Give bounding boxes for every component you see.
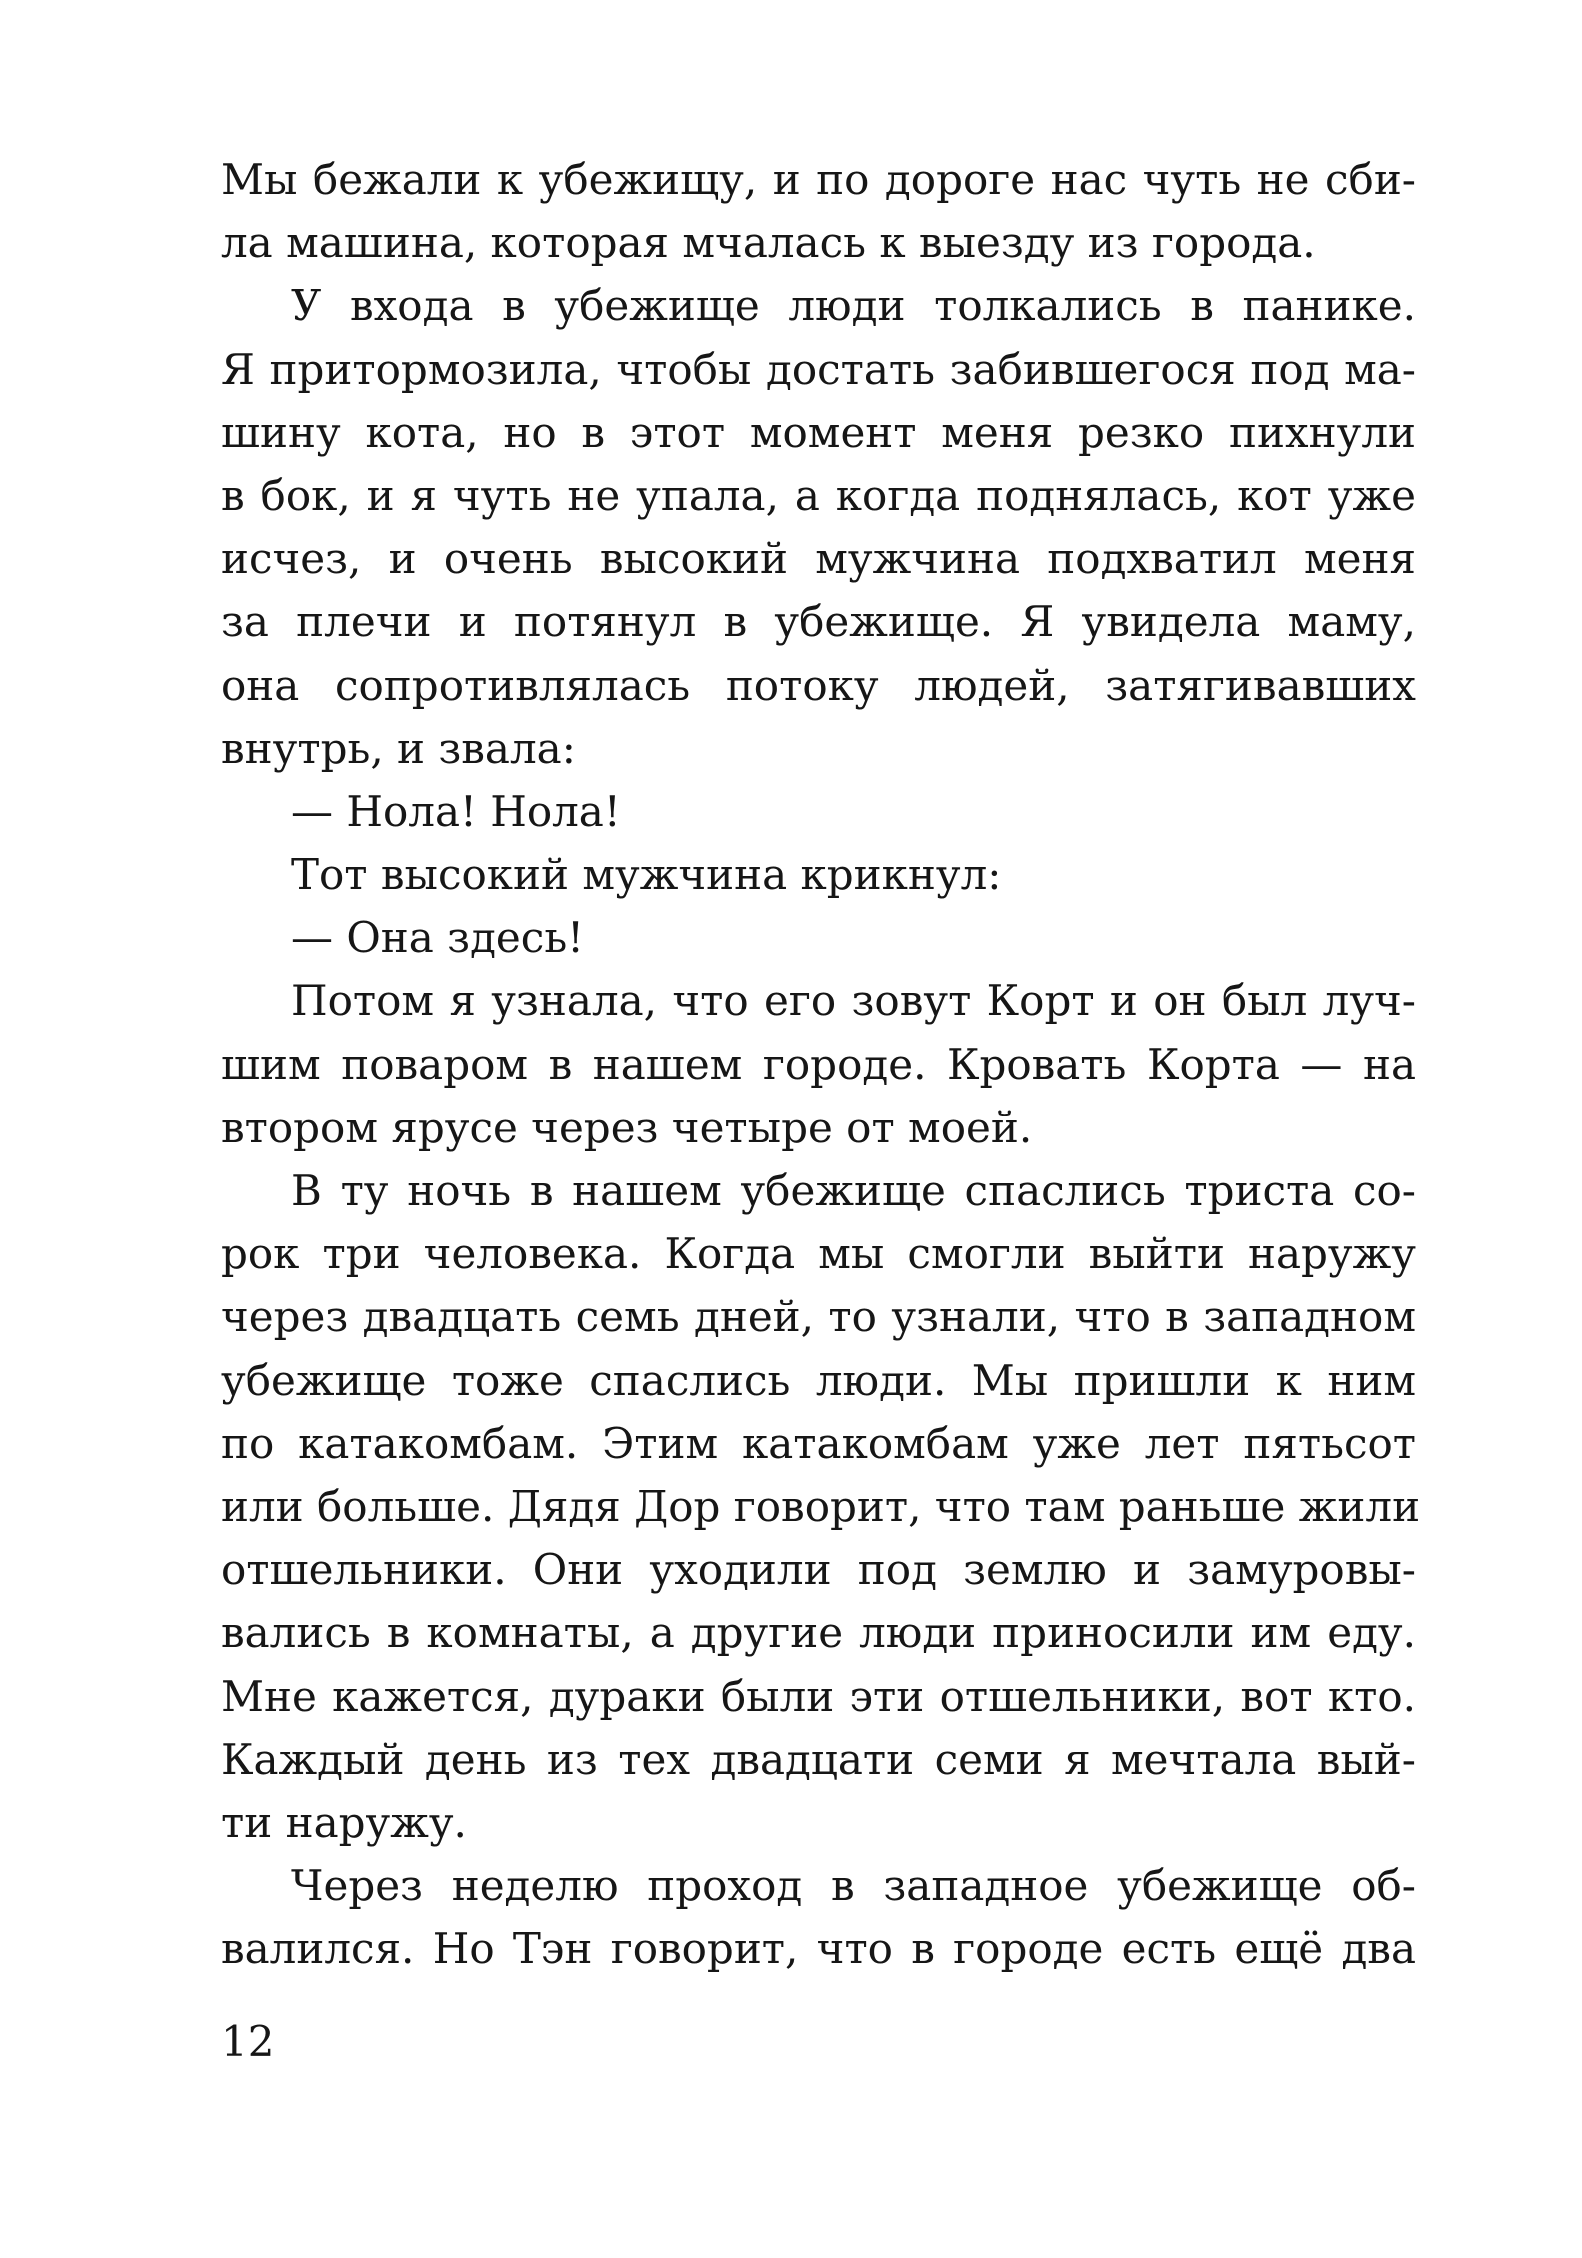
- page-number: 12: [221, 2017, 275, 2066]
- text-line: Потом я узнала, что его зовут Корт и он был луч-: [291, 976, 1416, 1026]
- text-line: в бок, и я чуть не упала, а когда поднялась, кот уже: [221, 470, 1416, 520]
- text-line: исчез, и очень высокий мужчина подхватил меня: [221, 534, 1416, 584]
- text-line: по катакомбам. Этим катакомбам уже лет пятьсот: [221, 1418, 1416, 1468]
- text-line: Я притормозила, чтобы достать забившегося под ма-: [221, 344, 1416, 394]
- text-line: через двадцать семь дней, то узнали, что в западном: [221, 1292, 1416, 1342]
- text-line: шину кота, но в этот момент меня резко пихнули: [221, 407, 1416, 457]
- text-line: убежище тоже спаслись люди. Мы пришли к ним: [221, 1355, 1416, 1405]
- text-line: ла машина, которая мчалась к выезду из города.: [221, 218, 1316, 268]
- text-line: за плечи и потянул в убежище. Я увидела маму,: [221, 597, 1416, 647]
- text-line: вались в комнаты, а другие люди приносили им еду.: [221, 1608, 1416, 1658]
- text-line: В ту ночь в нашем убежище спаслись триста со-: [291, 1166, 1416, 1215]
- text-line: втором ярусе через четыре от моей.: [221, 1102, 1033, 1152]
- text-line: Мы бежали к убежищу, и по дороге нас чуть не сби-: [221, 155, 1416, 204]
- text-line: Мне кажется, дураки были эти отшельники, вот кто.: [221, 1671, 1416, 1721]
- text-line: ти наружу.: [221, 1797, 467, 1847]
- text-line: внутрь, и звала:: [221, 723, 576, 773]
- text-line: Тот высокий мужчина крикнул:: [291, 850, 1002, 900]
- text-line: Через неделю проход в западное убежище об-: [291, 1861, 1416, 1911]
- text-line: шим поваром в нашем городе. Кровать Корта — на: [221, 1039, 1416, 1089]
- text-line: рок три человека. Когда мы смогли выйти наружу: [221, 1229, 1416, 1279]
- text-line: она сопротивлялась потоку людей, затягивавших: [221, 660, 1416, 710]
- text-line: валился. Но Тэн говорит, что в городе есть ещё два: [221, 1924, 1416, 1974]
- text-line: — Нола! Нола!: [291, 786, 621, 836]
- text-line: Каждый день из тех двадцати семи я мечтала вый-: [221, 1734, 1416, 1784]
- text-line: отшельники. Они уходили под землю и замуровы-: [221, 1545, 1416, 1595]
- text-line: У входа в убежище люди толкались в панике.: [291, 281, 1416, 331]
- text-line: — Она здесь!: [291, 913, 585, 963]
- body-text: [221, 148, 1421, 1980]
- text-line: или больше. Дядя Дор говорит, что там раньше жили: [221, 1481, 1421, 1531]
